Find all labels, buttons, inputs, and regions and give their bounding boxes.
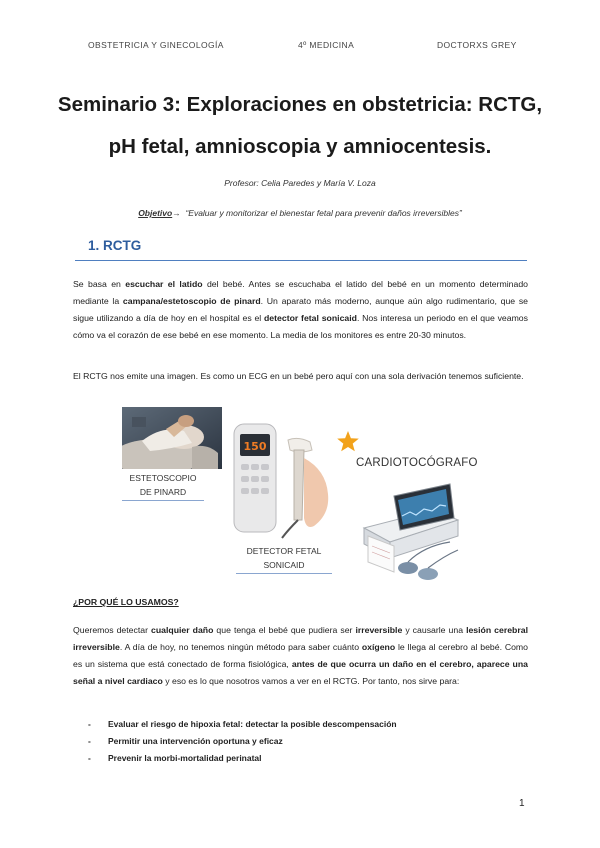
- label-underline: [236, 573, 332, 574]
- list-item: - Permitir una intervención oportuna y eficaz: [88, 733, 397, 750]
- pinard-stethoscope-photo: [122, 407, 222, 469]
- header-course: 4º MEDICINA: [298, 40, 355, 50]
- title-line-1: Seminario 3: Exploraciones en obstetricia: RCTG,: [57, 93, 543, 116]
- emphasis: oxígeno: [361, 642, 396, 652]
- header-author: DOCTORXS GREY: [437, 40, 517, 50]
- objective-label: Objetivo: [138, 208, 173, 218]
- sonicaid-doppler-illustration: [228, 420, 340, 540]
- bullet-marker: -: [88, 736, 91, 746]
- cardiotocograph-label: CARDIOTOCÓGRAFO: [356, 457, 478, 469]
- bullet-marker: -: [88, 719, 91, 729]
- cardiotocograph-illustration: [354, 476, 466, 586]
- objective-text: “Evaluar y monitorizar el bienestar fetal para prevenir daños irreversibles”: [185, 208, 462, 218]
- paragraph-purpose: Queremos detectar cualquier daño que tenga el bebé que pudiera ser irreversible y causarle una lesión cerebral irreversible. A día de hoy, no tenemos ningún método para saber cuánto oxígeno le llega al cerebro al bebé. Como es un sistema que está conectado de forma fisiológica, antes de que ocurra un daño en el cerebro, aparece una señal a nivel cardiaco y eso es lo que nosotros vamos a ver en el RCTG. Por tanto, nos sirve para:: [73, 625, 529, 686]
- emphasis: antes de que ocurra un daño en el cerebro, aparece una señal a nivel cardiaco: [73, 659, 528, 686]
- emphasis: campana/estetoscopio de pinard: [122, 296, 261, 306]
- section-heading-rctg: 1. RCTG: [88, 238, 142, 253]
- list-item: - Evaluar el riesgo de hipoxia fetal: detectar la posible descompensación: [88, 716, 397, 733]
- label-underline: [122, 500, 204, 501]
- section-divider: [75, 260, 527, 261]
- page-header: [0, 40, 600, 54]
- purpose-list: [88, 716, 397, 767]
- page-number: 1: [519, 798, 525, 809]
- emphasis: escuchar el latido: [125, 279, 203, 289]
- label-line: ESTETOSCOPIO: [129, 473, 197, 483]
- bullet-marker: -: [88, 753, 91, 763]
- sonicaid-doppler-photo: [228, 420, 340, 540]
- pinard-stethoscope-label: [122, 471, 204, 499]
- emphasis: cualquier daño: [151, 625, 214, 635]
- list-item: - Prevenir la morbi-mortalidad perinatal: [88, 750, 397, 767]
- paragraph-intro: Se basa en escuchar el latido del bebé. Antes se escuchaba el latido del bebé en un momento determinado mediante la campana/estetoscopio de pinard. Un aparato más moderno, aunque aún algo rudimentario, que se sigue utilizando a día de hoy en el hospital es el detector fetal sonicaid. Nos interesa un periodo en el que veamos cómo va el corazón de ese bebé en ese momento. La media de los monitores es entre 20-30 minutos.: [73, 279, 529, 340]
- emphasis: detector fetal sonicaid: [264, 313, 357, 323]
- emphasis: irreversible: [355, 625, 403, 635]
- label-line: DETECTOR FETAL: [246, 546, 322, 556]
- objective-line: [0, 208, 600, 218]
- title-line-2: pH fetal, amnioscopia y amniocentesis.: [108, 135, 492, 158]
- paragraph-rctg-image: El RCTG nos emite una imagen. Es como un ECG en un bebé pero aquí con una sola derivación tenemos suficiente.: [73, 371, 524, 381]
- emphasis: lesión cerebral irreversible: [73, 625, 528, 652]
- doppler-display-value: 150: [243, 440, 267, 453]
- sonicaid-doppler-label: [236, 544, 332, 572]
- pinard-stethoscope-illustration: [122, 407, 222, 469]
- objective-arrow: →: [172, 208, 181, 218]
- cardiotocograph-photo: [354, 476, 466, 586]
- label-line: DE PINARD: [139, 487, 187, 497]
- header-subject: OBSTETRICIA Y GINECOLOGÍA: [88, 40, 224, 50]
- label-line: SONICAID: [263, 560, 305, 570]
- star-icon: [336, 430, 360, 454]
- why-we-use-it-heading: ¿POR QUÉ LO USAMOS?: [73, 597, 179, 607]
- document-title: [40, 84, 560, 168]
- professor-line: Profesor: Celia Paredes y María V. Loza: [224, 178, 376, 188]
